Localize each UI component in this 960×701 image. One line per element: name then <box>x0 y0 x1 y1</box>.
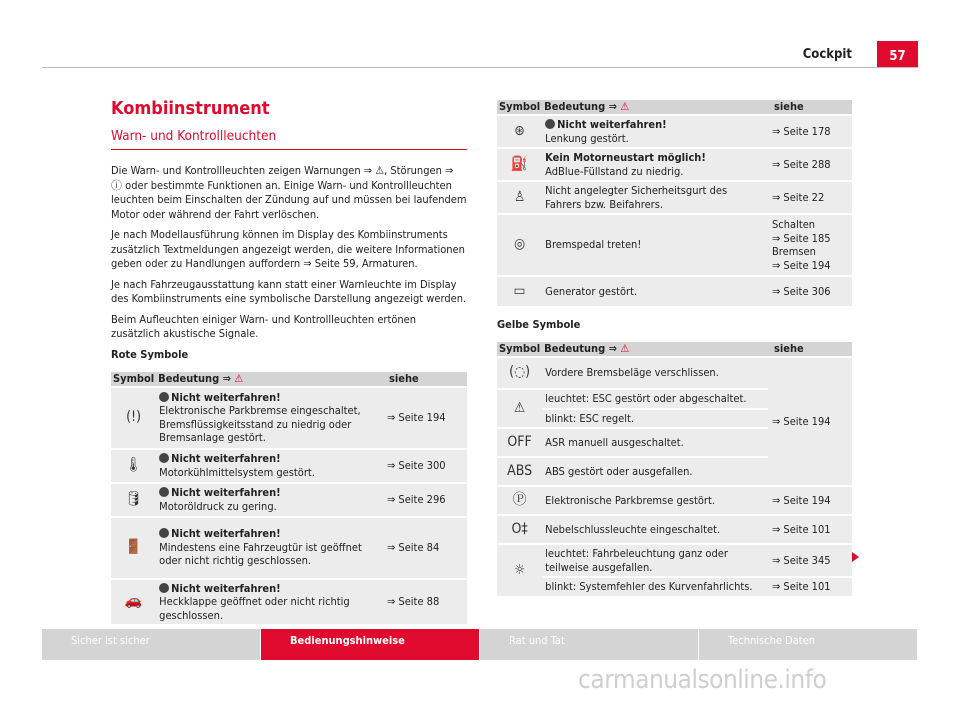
page-ref[interactable]: ⇒ Seite 84 <box>383 518 467 578</box>
stop-warning: Nicht weiterfahren! <box>171 527 281 541</box>
seatbelt-icon: ♙ <box>513 188 526 205</box>
meaning-text: Elektronische Parkbremse gestört. <box>542 487 768 514</box>
stop-warning: Kein Motorneustart möglich! <box>545 151 706 164</box>
steering-icon: ⊛ <box>514 122 525 139</box>
table-row <box>497 578 852 596</box>
meaning-text: Bremspedal treten! <box>545 238 642 252</box>
meaning-text: leuchtet: Fahrbeleuchtung ganz oder teilweise ausgefallen. <box>542 545 768 576</box>
right-column <box>497 98 852 598</box>
meaning-text: Mindestens eine Fahrzeugtür ist geöffnet oder nicht richtig geschlossen. <box>159 540 362 568</box>
meaning-text: Heckklappe geöffnet oder nicht richtig geschlossen. <box>159 595 350 622</box>
red-symbols-table <box>111 370 467 627</box>
yellow-symbols-heading: Gelbe Symbole <box>497 318 581 331</box>
symbol-cell <box>497 429 542 456</box>
meaning-cell <box>542 149 768 180</box>
page-ref[interactable]: ⇒ Seite 194 <box>768 487 852 514</box>
symbol-cell <box>111 484 156 516</box>
meaning-cell <box>156 518 383 578</box>
symbol-cell <box>497 215 542 275</box>
meaning-cell <box>156 484 383 516</box>
adblue-icon: ⛽ <box>510 155 529 172</box>
stop-warning: Nicht weiterfahren! <box>557 118 667 131</box>
table-row <box>497 116 852 147</box>
page-ref[interactable]: ⇒ Seite 22 <box>768 182 852 213</box>
red-symbols-table-continued <box>497 98 852 308</box>
epb-fault-icon: Ⓟ <box>512 491 527 508</box>
trunk-open-icon: 🚗 <box>124 593 143 609</box>
meaning-text: Generator gestört. <box>545 284 638 298</box>
page-ref[interactable]: ⇒ Seite 88 <box>383 580 467 625</box>
symbol-cell <box>111 388 156 448</box>
page-ref[interactable]: ⇒ Seite 306 <box>768 277 852 306</box>
page-ref[interactable]: ⇒ Seite 300 <box>383 450 467 482</box>
page-ref[interactable]: ⇒ Seite 288 <box>768 149 852 180</box>
symbol-cell <box>497 116 542 147</box>
page-ref[interactable]: Schalten ⇒ Seite 185 Bremsen ⇒ Seite 194 <box>768 215 852 275</box>
meaning-cell <box>542 116 768 147</box>
page-ref[interactable]: ⇒ Seite 101 <box>768 516 852 543</box>
meaning-cell <box>542 277 768 306</box>
page-ref[interactable]: ⇒ Seite 101 <box>768 578 852 596</box>
page-ref[interactable]: ⇒ Seite 194 <box>383 388 467 448</box>
left-column <box>111 98 467 626</box>
symbol-cell <box>497 390 542 427</box>
meaning-text: ABS gestört oder ausgefallen. <box>542 458 768 485</box>
warning-icon: ⚠ <box>234 371 244 385</box>
meaning-cell <box>156 580 383 625</box>
col-meaning: Bedeutung ⇒ ⚠ <box>542 100 768 114</box>
meaning-cell <box>156 388 383 448</box>
col-see: siehe <box>383 372 467 386</box>
continue-arrow-icon <box>852 552 859 562</box>
page-ref[interactable]: ⇒ Seite 345 <box>768 545 852 576</box>
stop-icon <box>159 583 169 593</box>
paragraph: Je nach Fahrzeugausstattung kann statt einer Warnleuchte im Display des Kombiinstruments eine symbolische Darstellung angezeigt werden. <box>111 277 467 305</box>
meaning-text: blinkt: ESC regelt. <box>542 410 768 428</box>
stop-warning: Nicht weiterfahren! <box>171 452 281 465</box>
asr-off-icon: OFF <box>507 433 532 450</box>
meaning-text: ASR manuell ausgeschaltet. <box>542 429 768 456</box>
meaning-text: AdBlue-Füllstand zu niedrig. <box>545 164 684 178</box>
rear-fog-icon: O‡ <box>511 520 528 537</box>
meaning-text: Elektronische Parkbremse eingeschaltet, Bremsflüssigkeitsstand zu niedrig oder Bremsanlage gestört. <box>159 404 361 444</box>
meaning-text: Lenkung gestört. <box>545 131 629 145</box>
meaning-cell <box>542 215 768 275</box>
stop-icon <box>159 392 169 402</box>
col-symbol: Symbol <box>113 371 155 385</box>
table-row <box>111 580 467 625</box>
stop-icon <box>545 119 555 129</box>
meaning-text: Nicht angelegter Sicherheitsgurt des Fahrers bzw. Beifahrers. <box>545 184 728 211</box>
col-meaning: Bedeutung ⇒ ⚠ <box>542 342 768 356</box>
table-row <box>111 518 467 578</box>
table-row <box>497 487 852 514</box>
table-row <box>497 215 852 275</box>
coolant-icon: 🌡 <box>124 456 143 473</box>
col-meaning: Bedeutung ⇒ ⚠ <box>156 372 383 386</box>
battery-icon: ▭ <box>513 282 526 299</box>
footer-tab-rat[interactable]: Rat und Tat <box>480 629 699 660</box>
col-symbol: Symbol <box>499 100 541 113</box>
page-ref[interactable]: ⇒ Seite 296 <box>383 484 467 516</box>
footer-tab-bedienung[interactable]: Bedienungshinweise <box>261 629 480 660</box>
symbol-cell <box>497 487 542 514</box>
symbol-cell <box>497 516 542 543</box>
section-title: Kombiinstrument <box>111 98 270 119</box>
table-row <box>497 516 852 543</box>
meaning-text: leuchtet: ESC gestört oder abgeschaltet. <box>542 390 768 408</box>
page-ref[interactable]: ⇒ Seite 194 <box>768 358 852 485</box>
red-symbols-heading: Rote Symbole <box>111 347 189 361</box>
stop-icon <box>159 453 169 463</box>
abs-icon: ABS <box>507 462 533 479</box>
yellow-symbols-table <box>497 340 852 598</box>
footer-tab-sicher[interactable]: Sicher ist sicher <box>42 629 261 660</box>
symbol-cell <box>111 580 156 625</box>
stop-icon <box>159 528 169 538</box>
brake-pad-icon: (◌) <box>509 364 530 381</box>
table-row <box>497 358 852 388</box>
col-symbol: Symbol <box>499 342 541 355</box>
stop-warning: Nicht weiterfahren! <box>171 581 281 595</box>
brake-pedal-icon: ◎ <box>514 236 526 253</box>
paragraph: Die Warn- und Kontrollleuchten zeigen Warnungen ⇒ ⚠, Störungen ⇒ ⓘ oder bestimmte Funktionen an. Einige Warn- und Kontrollleuchten leuchten beim Einschalten der Zündung auf und müssen bei laufendem Motor oder während der Fahrt verlöschen. <box>111 164 467 221</box>
warning-icon: ⚠ <box>620 342 630 355</box>
symbol-cell <box>497 182 542 213</box>
symbol-cell <box>497 277 542 306</box>
door-open-icon: 🚪 <box>124 538 143 555</box>
footer-nav <box>42 629 918 660</box>
meaning-text: blinkt: Systemfehler des Kurvenfahrlichts. <box>542 578 768 596</box>
table-row <box>111 450 467 482</box>
meaning-cell <box>542 182 768 213</box>
stop-warning: Nicht weiterfahren! <box>171 390 281 404</box>
page-number: 57 <box>877 41 918 68</box>
table-row <box>111 388 467 448</box>
table-row <box>497 182 852 213</box>
esc-icon: ⚠ <box>513 399 526 416</box>
page-ref[interactable]: ⇒ Seite 178 <box>768 116 852 147</box>
meaning-text: Nebelschlussleuchte eingeschaltet. <box>542 516 768 543</box>
table-row <box>497 149 852 180</box>
oil-can-icon: 🛢 <box>124 490 143 507</box>
stop-icon <box>159 487 169 497</box>
watermark: carmanualsonline.info <box>578 665 827 695</box>
section-subtitle: Warn- und Kontrollleuchten <box>111 128 467 150</box>
symbol-cell <box>497 545 542 596</box>
meaning-cell <box>156 450 383 482</box>
symbol-cell <box>497 358 542 388</box>
table-row <box>497 277 852 306</box>
symbol-cell <box>497 458 542 485</box>
paragraph: Je nach Modellausführung können im Display des Kombiinstruments zusätzlich Textmeldungen angezeigt werden, die weitere Informationen geben oder zu Handlungen auffordern ⇒ Seite 59, Armaturen. <box>111 228 465 270</box>
warning-icon: ⚠ <box>620 100 630 113</box>
parking-brake-icon: (!) <box>126 408 142 425</box>
table-row <box>497 545 852 576</box>
col-see: siehe <box>768 100 852 114</box>
meaning-text: Motorkühlmittelsystem gestört. <box>159 465 315 479</box>
table-row <box>111 484 467 516</box>
footer-tab-technik[interactable]: Technische Daten <box>699 629 918 660</box>
header-divider <box>42 67 918 68</box>
symbol-cell <box>497 149 542 180</box>
page-header-title: Cockpit <box>802 47 852 62</box>
symbol-cell <box>111 450 156 482</box>
paragraph: Beim Aufleuchten einiger Warn- und Kontrollleuchten ertönen zusätzlich akustische Signale. <box>111 312 417 340</box>
col-see: siehe <box>768 342 852 356</box>
meaning-text: Vordere Bremsbeläge verschlissen. <box>542 358 768 388</box>
stop-warning: Nicht weiterfahren! <box>171 486 281 499</box>
symbol-cell <box>111 518 156 578</box>
bulb-icon: ☼ <box>513 561 526 578</box>
meaning-text: Motoröldruck zu gering. <box>159 499 277 513</box>
